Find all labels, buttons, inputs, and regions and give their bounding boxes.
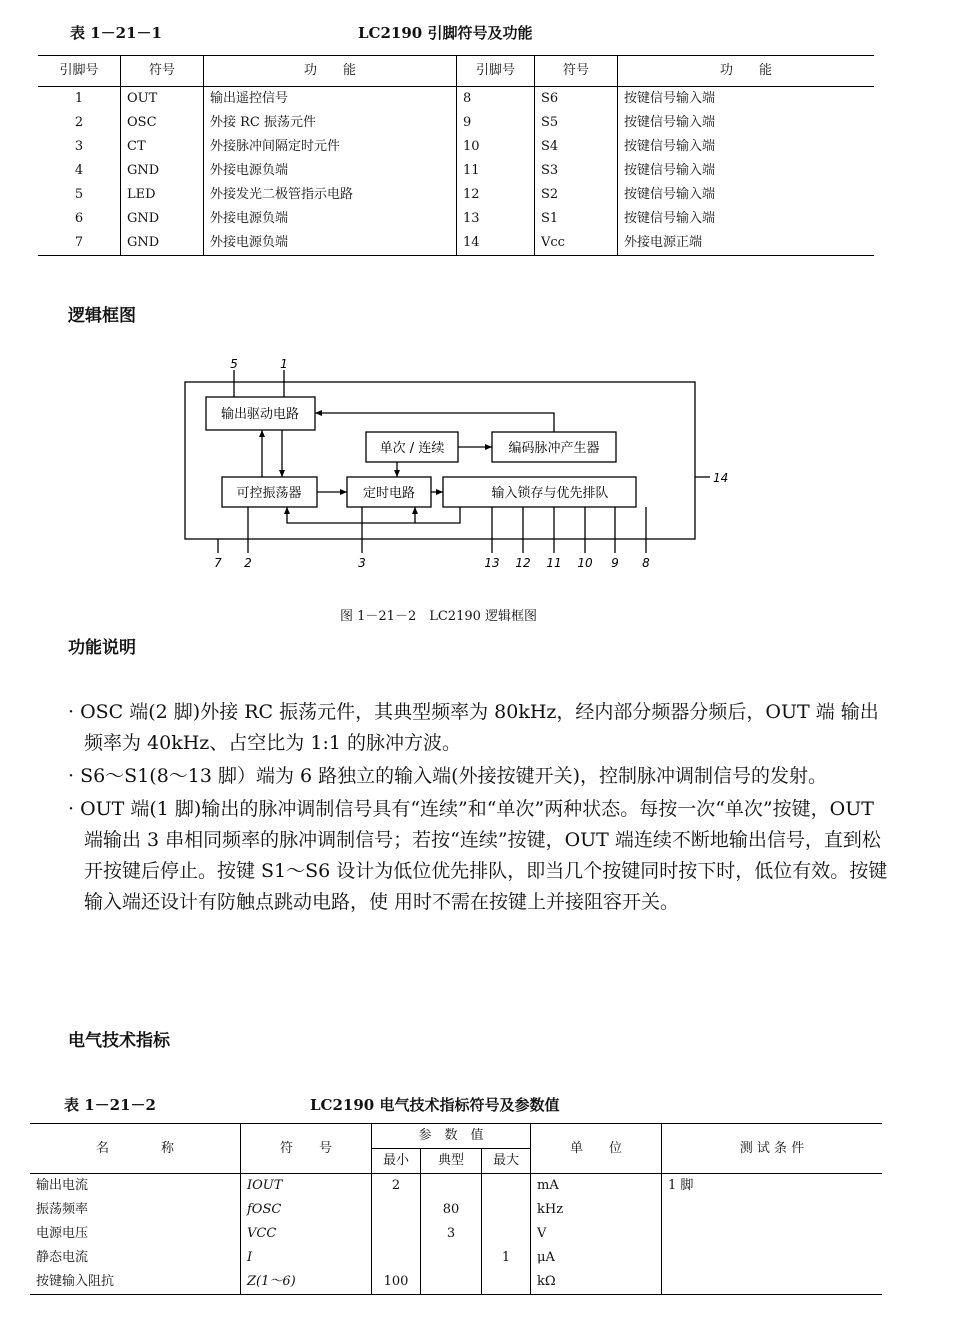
table-header-row (38, 56, 874, 87)
cell: GND (121, 231, 204, 256)
cell: 振荡频率 (36, 1202, 89, 1217)
cell: μA (531, 1246, 662, 1270)
cell: kΩ (531, 1270, 662, 1295)
pin-label-7: 7 (214, 556, 222, 570)
table-row (38, 231, 874, 256)
function-description (68, 697, 888, 920)
label-latch: 输入锁存与优先排队 (491, 486, 609, 501)
table-row (30, 1246, 882, 1270)
pin-label-10: 10 (577, 556, 593, 570)
cell: 7 (38, 231, 121, 256)
cell: 8 (457, 87, 535, 112)
cell (421, 1246, 482, 1270)
figure-caption: 图 1－21－2 LC2190 逻辑框图 (340, 609, 538, 624)
cell (421, 1270, 482, 1295)
label-output-driver: 输出驱动电路 (220, 407, 300, 422)
logic-block-diagram (150, 355, 770, 570)
cell: fOSC (241, 1198, 372, 1222)
cell: 输出电流 (36, 1178, 89, 1193)
label-timer: 定时电路 (362, 486, 416, 501)
cell: Vcc (535, 231, 618, 256)
label-single-continuous: 单次 / 连续 (379, 441, 445, 456)
pin-label-12: 12 (515, 556, 531, 570)
cell: 1 (74, 91, 84, 106)
cell: I (241, 1246, 372, 1270)
cell: GND (121, 207, 204, 231)
pin-label-9: 9 (611, 556, 619, 570)
col-symbol: 符号 (121, 56, 204, 87)
cell: 2 (372, 1174, 421, 1199)
cell: 外接脉冲间隔定时元件 (204, 135, 457, 159)
col-symbol: 符 号 (241, 1124, 372, 1174)
cell: 2 (74, 115, 84, 130)
cell (482, 1222, 531, 1246)
cell (662, 1246, 883, 1270)
table-row (38, 111, 874, 135)
cell (372, 1246, 421, 1270)
cell: 14 (457, 231, 535, 256)
table-row (38, 135, 874, 159)
electrical-spec-table (30, 1123, 882, 1295)
table-row (38, 159, 874, 183)
table-row (30, 1174, 882, 1199)
col-unit: 单 位 (531, 1124, 662, 1174)
col-function: 功 能 (204, 56, 457, 87)
cell (372, 1222, 421, 1246)
table-row (38, 87, 874, 112)
cell: 按键信号输入端 (618, 183, 875, 207)
pin-label-1: 1 (280, 357, 288, 371)
pin-label-8: 8 (642, 556, 650, 570)
pin-label-11: 11 (546, 556, 562, 570)
col-conditions: 测 试 条 件 (662, 1124, 883, 1174)
table1-number: 表 1－21－1 (70, 24, 162, 42)
col-max: 最大 (482, 1149, 531, 1174)
cell: 外接 RC 振荡元件 (204, 111, 457, 135)
cell: 10 (457, 135, 535, 159)
cell: S6 (535, 87, 618, 112)
cell: S3 (535, 159, 618, 183)
pin-label-2: 2 (244, 556, 252, 570)
cell (482, 1174, 531, 1199)
cell: LED (121, 183, 204, 207)
pin-label-5: 5 (230, 357, 238, 371)
cell: GND (121, 159, 204, 183)
cell (372, 1198, 421, 1222)
cell: IOUT (241, 1174, 372, 1199)
col-symbol: 符号 (535, 56, 618, 87)
cell: Z(1～6) (241, 1270, 372, 1295)
pin-label-3: 3 (358, 556, 366, 570)
cell: 按键信号输入端 (618, 207, 875, 231)
table-row (30, 1270, 882, 1295)
col-pin: 引脚号 (457, 56, 535, 87)
table-row (30, 1198, 882, 1222)
section-heading-electrical: 电气技术指标 (68, 1031, 170, 1051)
cell (482, 1270, 531, 1295)
label-encoder: 编码脉冲产生器 (508, 441, 600, 456)
cell: 按键输入阻抗 (30, 1270, 241, 1295)
cell: 外接电源负端 (204, 231, 457, 256)
col-min: 最小 (372, 1149, 421, 1174)
cell: 3 (421, 1222, 482, 1246)
cell: 4 (74, 163, 84, 178)
paragraph: · OUT 端(1 脚)输出的脉冲调制信号具有“连续”和“单次”两种状态。每按一次“单次”按键，OUT 端输出 3 串相同频率的脉冲调制信号；若按“连续”按键，OUT 端连续不断地输出信号，直到松开按键后停止。按键 S1～S6 设计为低位优先排队，即当几个按键同时按下时，低位有效。按键输入端还设计有防触点跳动电路，使 用时不需在按键上并接阻容开关。 (68, 798, 888, 913)
cell (662, 1270, 883, 1295)
section-heading-function: 功能说明 (68, 638, 136, 658)
cell: 5 (74, 187, 84, 202)
paragraph: · S6～S1(8～13 脚）端为 6 路独立的输入端(外接按键开关)，控制脉冲调制信号的发射。 (68, 765, 827, 787)
cell: 输出遥控信号 (204, 87, 457, 112)
cell: 电源电压 (36, 1226, 89, 1241)
cell: S1 (535, 207, 618, 231)
cell: 100 (372, 1270, 421, 1295)
cell: 9 (457, 111, 535, 135)
table1-title: LC2190 引脚符号及功能 (358, 24, 533, 42)
table-row (38, 207, 874, 231)
paragraph: · OSC 端(2 脚)外接 RC 振荡元件，其典型频率为 80kHz，经内部分频器分频后，OUT 端 输出频率为 40kHz、占空比为 1:1 的脉冲方波。 (68, 701, 879, 754)
cell: V (531, 1222, 662, 1246)
cell: 外接发光二极管指示电路 (204, 183, 457, 207)
cell: 外接电源负端 (204, 207, 457, 231)
cell: 外接电源正端 (618, 231, 875, 256)
cell: 3 (74, 139, 84, 154)
pin-label-13: 13 (484, 556, 500, 570)
col-name: 名 称 (30, 1124, 241, 1174)
cell: 外接电源负端 (204, 159, 457, 183)
cell: S2 (535, 183, 618, 207)
cell: 13 (457, 207, 535, 231)
col-function: 功 能 (618, 56, 875, 87)
table-header-row (30, 1124, 882, 1149)
col-pin: 引脚号 (38, 56, 121, 87)
cell: 1 脚 (662, 1174, 883, 1199)
cell: VCC (241, 1222, 372, 1246)
table-row (38, 183, 874, 207)
col-typ: 典型 (421, 1149, 482, 1174)
cell: 11 (457, 159, 535, 183)
cell (421, 1174, 482, 1199)
cell: kHz (531, 1198, 662, 1222)
cell: 1 (482, 1246, 531, 1270)
section-heading-logic: 逻辑框图 (68, 306, 136, 326)
cell: 按键信号输入端 (618, 135, 875, 159)
cell: CT (121, 135, 204, 159)
table2-title: LC2190 电气技术指标符号及参数值 (310, 1096, 560, 1114)
cell: 12 (457, 183, 535, 207)
cell: OUT (121, 87, 204, 112)
cell: 按键信号输入端 (618, 87, 875, 112)
table-row (30, 1222, 882, 1246)
table2-number: 表 1－21－2 (64, 1096, 156, 1114)
cell: 80 (421, 1198, 482, 1222)
cell: 静态电流 (36, 1250, 89, 1265)
cell (482, 1198, 531, 1222)
cell: S5 (535, 111, 618, 135)
cell: 按键信号输入端 (618, 111, 875, 135)
pin-label-14: 14 (713, 471, 729, 485)
cell: S4 (535, 135, 618, 159)
col-params: 参 数 值 (372, 1124, 531, 1149)
pin-function-table (38, 55, 874, 256)
cell: mA (531, 1174, 662, 1199)
cell: 6 (74, 211, 84, 226)
label-oscillator: 可控振荡器 (236, 486, 302, 501)
cell (662, 1198, 883, 1222)
cell (662, 1222, 883, 1246)
cell: OSC (121, 111, 204, 135)
cell: 按键信号输入端 (618, 159, 875, 183)
